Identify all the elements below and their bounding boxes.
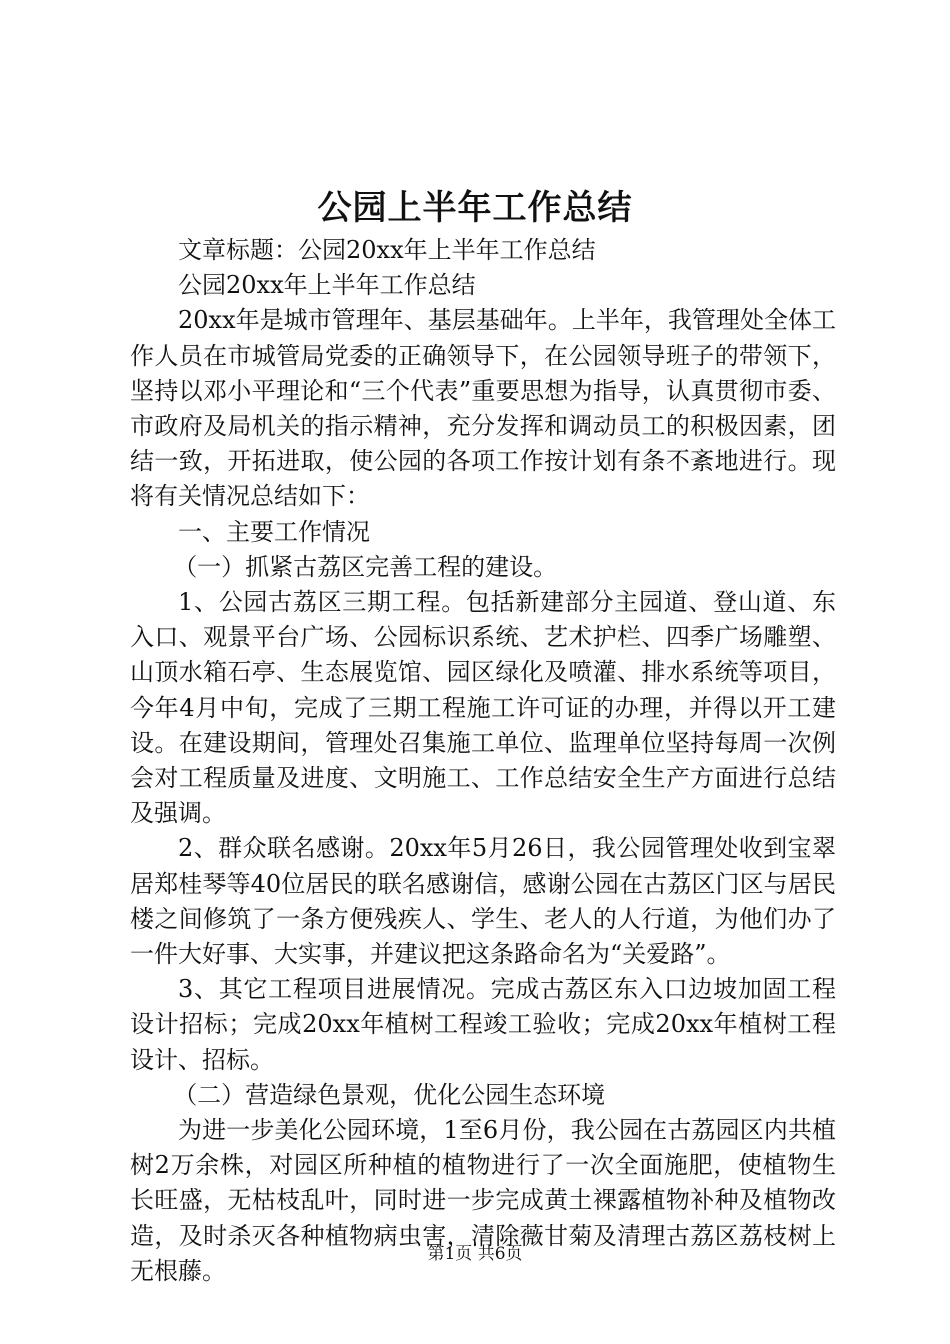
item-paragraph: 3、其它工程项目进展情况。完成古荔区东入口边坡加固工程设计招标；完成20xx年植树工程竣工验收；完成20xx年植树工程设计、招标。 (130, 975, 836, 1074)
body-paragraph: 为进一步美化公园环境，1至6月份，我公园在古荔园区内共植树2万余株，对园区所种植的植物进行了一次全面施肥，使植物生长旺盛，无枯枝乱叶，同时进一步完成黄土裸露植物补种及植物改造，及时杀灭各种植物病虫害，清除薇甘菊及清理古荔区荔枝树上无根藤。 (130, 1116, 836, 1285)
article-title-line: 文章标题：公园20xx年上半年工作总结 (178, 236, 596, 264)
document-title: 公园上半年工作总结 (317, 188, 633, 228)
subsection-heading: （二）营造绿色景观，优化公园生态环境 (173, 1080, 606, 1109)
section-heading: 一、主要工作情况 (178, 517, 370, 546)
intro-paragraph: 20xx年是城市管理年、基层基础年。上半年，我管理处全体工作人员在市城管局党委的正确领导下，在公园领导班子的带领下，坚持以邓小平理论和“三个代表”重要思想为指导，认真贯彻市委、市政府及局机关的指示精神，充分发挥和调动员工的积极因素，团结一致，开拓进取，使公园的各项工作按计划有条不紊地进行。现将有关情况总结如下： (130, 306, 836, 511)
document-body (130, 233, 836, 1289)
item-paragraph: 1、公园古荔区三期工程。包括新建部分主园道、登山道、东入口、观景平台广场、公园标识系统、艺术护栏、四季广场雕塑、山顶水箱石亭、生态展览馆、园区绿化及喷灌、排水系统等项目，今年4月中旬，完成了三期工程施工许可证的办理，并得以开工建设。在建设期间，管理处召集施工单位、监理单位坚持每周一次例会对工程质量及进度、文明施工、工作总结安全生产方面进行总结及强调。 (130, 588, 836, 828)
item-paragraph: 2、群众联名感谢。20xx年5月26日，我公园管理处收到宝翠居郑桂琴等40位居民的联名感谢信，感谢公园在古荔区门区与居民楼之间修筑了一条方便残疾人、学生、老人的人行道，为他们办了一件大好事、大实事，并建议把这条路命名为“关爱路”。 (130, 834, 836, 969)
subsection-heading: （一）抓紧古荔区完善工程的建设。 (173, 552, 558, 581)
page-number: 第1页 共6页 (427, 1244, 523, 1264)
subtitle-line: 公园20xx年上半年工作总结 (178, 271, 476, 300)
